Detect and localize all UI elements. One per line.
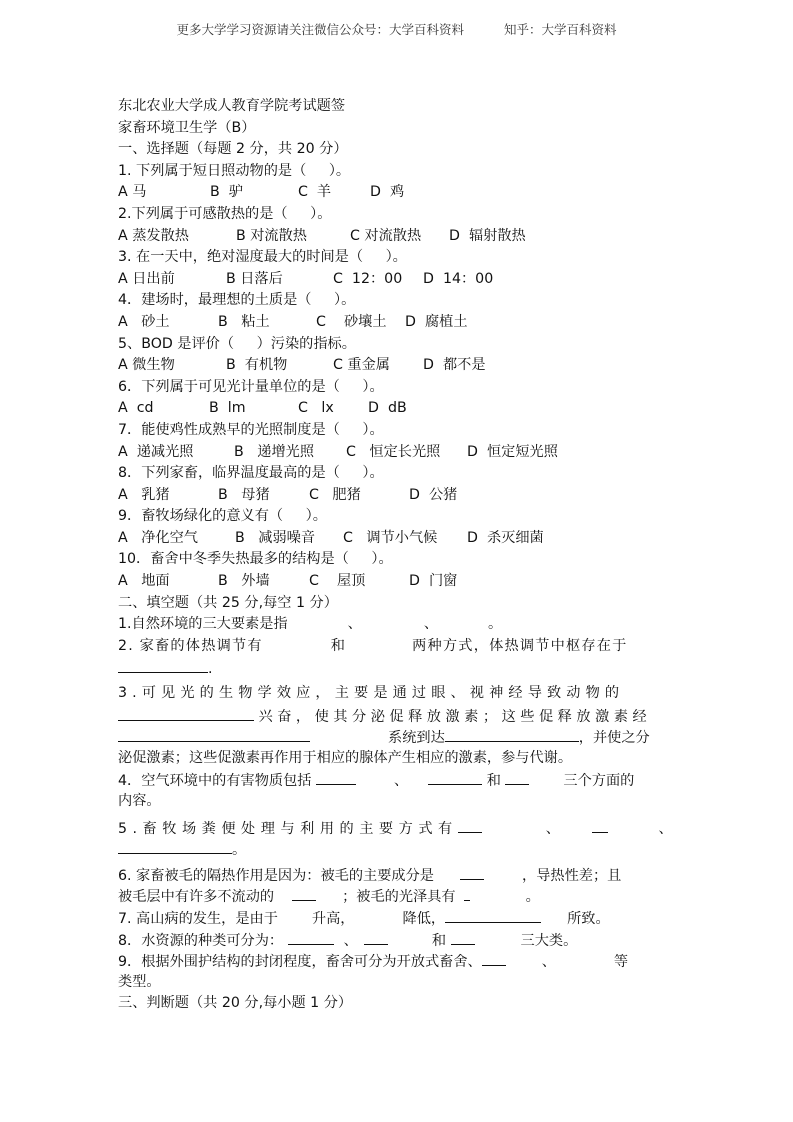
mc-options [118,528,674,550]
mc-option: A 砂土 [118,313,170,330]
answer-blank[interactable] [445,726,579,742]
mc-option: A 地面 [118,573,170,590]
answer-blank[interactable] [118,657,208,673]
section1-heading: 一、选择题（每题 2 分，共 20 分） [118,141,348,158]
mc-option: B 有机物 [226,357,288,374]
answer-blank[interactable] [118,838,232,854]
mc-question: 5、BOD 是评价（ ）污染的指标。 [118,335,356,352]
mc-options [118,485,674,507]
header-wechat-note: 更多大学学习资源请关注微信公众号：大学百科资料 [176,22,464,37]
fill-question-9-cont: 类型。 [118,973,161,990]
fill-question-1: 1.自然环境的三大要素是指 、 、 。 [118,616,503,633]
answer-blank[interactable] [482,950,506,966]
fill-question-6-cont: 被毛层中有许多不流动的 ；被毛的光泽具有 。 [118,885,674,907]
mc-option: B 粘土 [218,313,270,330]
answer-blank[interactable] [445,907,541,923]
mc-question: 8．下列家畜，临界温度最高的是（ ）。 [118,465,384,482]
mc-question: 7．能使鸡性成熟早的光照制度是（ ）。 [118,421,384,438]
answer-blank[interactable] [118,705,254,721]
mc-options [118,182,674,204]
fill-question-8: 8．水资源的种类可分为： 、 和 三大类。 [118,929,674,951]
fill-question-3-line1: 3 . 可 见 光 的 生 物 学 效 应 ， 主 要 是 通 过 眼 、 视 神 经 导 致 动 物 的 [118,685,620,702]
mc-option: C 12：00 [333,270,403,287]
fill-question-4: 4．空气环境中的有害物质包括 、 和 三个方面的 [118,769,674,791]
fill-question-5: 5 . 畜 牧 场 粪 便 处 理 与 利 用 的 主 要 方 式 有 、 、 [118,817,674,839]
course-title: 家畜环境卫生学（B） [118,119,256,136]
mc-option: B 母猪 [218,486,270,503]
mc-question: 9．畜牧场绿化的意义有（ ）。 [118,508,327,525]
mc-option: D 辐射散热 [449,227,526,244]
mc-option: B 外墙 [218,573,270,590]
answer-blank[interactable] [292,885,316,901]
mc-options [118,226,674,248]
mc-options [118,355,674,377]
mc-option: C 砂壤土 [316,313,387,330]
fill-question-9: 9．根据外围护结构的封闭程度，畜舍可分为开放式畜舍、 、 等 [118,950,674,972]
mc-option: B 减弱噪音 [235,529,316,546]
mc-option: D 门窗 [409,573,458,590]
answer-blank[interactable] [451,929,475,945]
fill-question-2: 2. 家畜的体热调节有 和 两种方式，体热调节中枢存在于 [118,637,628,654]
page-header [0,20,793,38]
mc-question: 1. 下列属于短日照动物的是（ ）。 [118,162,351,179]
answer-blank[interactable] [288,929,334,945]
mc-option: C 恒定长光照 [346,443,441,460]
mc-option: A 微生物 [118,357,175,374]
mc-options [118,442,674,464]
answer-blank[interactable] [458,817,482,833]
mc-question: 6．下列属于可见光计量单位的是（ ）。 [118,378,384,395]
answer-blank[interactable] [316,769,356,785]
mc-options [118,269,674,291]
mc-option: D 杀灭细菌 [467,529,544,546]
mc-option: A 马 [118,184,147,201]
mc-question: 3. 在一天中，绝对湿度最大的时间是（ ）。 [118,249,407,266]
mc-option: D 公猪 [409,486,458,503]
fill-question-2-cont: . [118,657,674,679]
fill-question-3-line2: 兴 奋 ， 使 其 分 泌 促 释 放 激 素 ； 这 些 促 释 放 激 素 经 [118,705,674,727]
institution-title: 东北农业大学成人教育学院考试题签 [118,98,346,114]
answer-blank[interactable] [460,864,484,880]
section2-heading: 二、填空题（共 25 分,每空 1 分） [118,594,338,611]
fill-question-3-line3: 系统到达 ，并使之分 [118,726,674,748]
mc-question: 4．建场时，最理想的土质是（ ）。 [118,292,356,309]
mc-option: A 递减光照 [118,443,194,460]
fill-question-3-line4: 泌促激素；这些促激素再作用于相应的腺体产生相应的激素，参与代谢。 [118,749,573,766]
mc-options [118,571,674,593]
answer-blank[interactable] [464,885,470,901]
mc-option: B lm [209,400,246,417]
mc-option: C 对流散热 [350,227,422,244]
answer-blank[interactable] [118,726,310,742]
mc-options [118,312,674,334]
mc-option: C 调节小气候 [343,529,438,546]
mc-option: C 肥猪 [309,486,361,503]
fill-question-4-cont: 内容。 [118,793,161,809]
mc-options [118,398,674,420]
fill-question-6: 6. 家畜被毛的隔热作用是因为：被毛的主要成分是 ，导热性差；且 [118,864,674,886]
mc-option: D 腐植土 [405,313,468,330]
section3-heading: 三、判断题（共 20 分,每小题 1 分） [118,995,353,1012]
mc-option: B 对流散热 [236,227,307,244]
mc-option: B 日落后 [226,270,283,287]
answer-blank[interactable] [364,929,388,945]
mc-option: A 日出前 [118,270,175,287]
mc-question: 2.下列属于可感散热的是（ ）。 [118,205,332,222]
mc-option: D 恒定短光照 [467,443,558,460]
mc-option: C 屋顶 [309,573,366,590]
mc-option: A 净化空气 [118,529,198,546]
mc-option: A 蒸发散热 [118,227,189,244]
mc-option: D 14：00 [423,270,494,287]
mc-option: B 递增光照 [234,443,315,460]
answer-blank[interactable] [428,769,482,785]
fill-question-7: 7. 高山病的发生，是由于 升高， 降低， 所致。 [118,907,674,929]
mc-option: D dB [368,400,407,417]
header-zhihu-note: 知乎：大学百科资料 [504,22,617,37]
mc-option: A 乳猪 [118,486,170,503]
mc-option: B 驴 [210,184,243,201]
exam-document [118,96,674,1015]
mc-option: A cd [118,400,154,417]
mc-question: 10．畜舍中冬季失热最多的结构是（ ）。 [118,551,393,568]
mc-option: D 鸡 [370,184,405,201]
answer-blank[interactable] [505,769,529,785]
mc-option: C lx [298,400,334,417]
answer-blank[interactable] [592,817,608,833]
mc-option: C 重金属 [333,357,390,374]
mc-option: C 羊 [298,184,332,201]
mc-option: D 都不是 [423,357,486,374]
fill-question-5-cont: 。 [118,838,674,860]
